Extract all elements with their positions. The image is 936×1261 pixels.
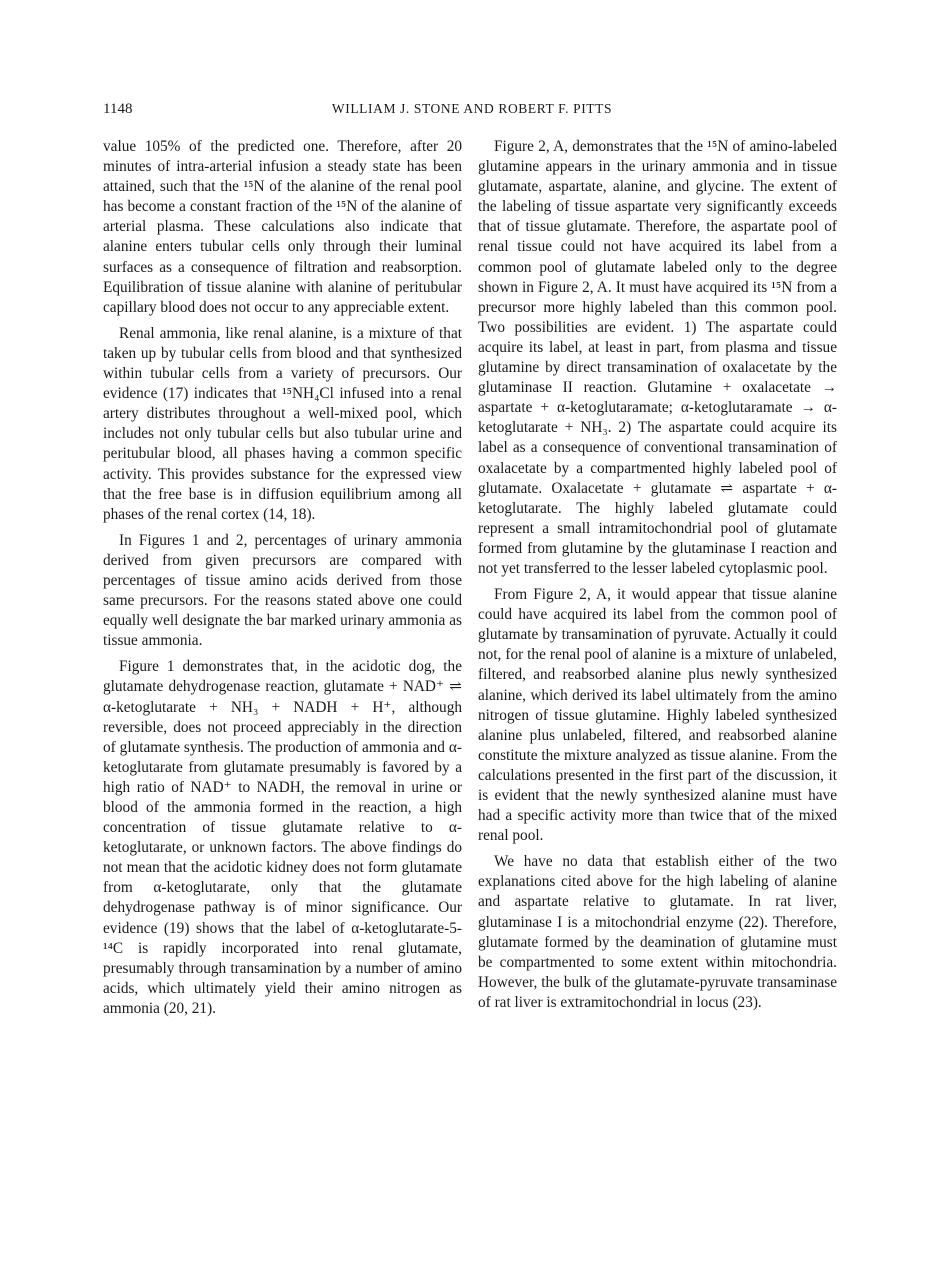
paragraph: value 105% of the predicted one. Therefore, after 20 minutes of intra-arterial infusion a steady state has been attained, such that the ¹⁵N of the alanine of the renal pool has become a constant fraction of the ¹⁵N of the alanine of arterial plasma. These calculations also indicate that alanine enters tubular cells only through their luminal surfaces as a consequence of filtration and reabsorption. Equilibration of tissue alanine with alanine of peritubular capillary blood does not occur to any appreciable extent. (103, 138, 462, 316)
paragraph: We have no data that establish either of the two explanations cited above for the high labeling of alanine and aspartate relative to glutamate. In rat liver, glutaminase I is a mitochondrial enzyme (22). Therefore, glutamate formed by the deamination of glutamine must be compartmented to some extent within mitochondria. However, the bulk of the glutamate-pyruvate transaminase of rat liver is extramitochondrial in locus (23). (478, 853, 837, 1011)
running-head: WILLIAM J. STONE AND ROBERT F. PITTS (331, 101, 613, 116)
left-column (103, 137, 462, 1025)
paragraph: Renal ammonia, like renal alanine, is a mixture of that taken up by tubular cells from blood and that synthesized within tubular cells from a variety of precursors. Our evidence (17) indicates that ¹⁵NH₄Cl infused into a renal artery distributes throughout a well-mixed pool, which includes not only tubular cells but also tubular urine and peritubular blood, all phases having a common specific activity. This provides substance for the expressed view that the free base is in diffusion equilibrium among all phases of the renal cortex (14, 18). (103, 324, 462, 523)
page-number: 1148 (103, 101, 133, 117)
page-header (103, 101, 841, 121)
right-column (478, 137, 837, 1019)
paragraph: From Figure 2, A, it would appear that tissue alanine could have acquired its label from the common pool of glutamate by transamination of pyruvate. Actually it could not, for the renal pool of alanine is a mixture of unlabeled, filtered, and reabsorbed alanine plus newly synthesized alanine, which derived its label ultimately from the amino nitrogen of tissue glutamine. Highly labeled synthesized alanine plus unlabeled, filtered, and reabsorbed alanine constitute the mixture analyzed as tissue alanine. From the calculations presented in the first part of the discussion, it is evident that the newly synthesized alanine must have had a specific activity more than twice that of the mixed renal pool. (478, 586, 837, 845)
paragraph: Figure 1 demonstrates that, in the acidotic dog, the glutamate dehydrogenase reaction, glutamate + NAD⁺ ⇌ α-ketoglutarate + NH₃ + NADH + H⁺, although reversible, does not proceed appreciably in the direction of glutamate synthesis. The production of ammonia and α-ketoglutarate from glutamate presumably is favored by a high ratio of NAD⁺ to NADH, the removal in urine or blood of the ammonia formed in the reaction, a high concentration of tissue glutamate relative to α-ketoglutarate, or unknown factors. The above findings do not mean that the acidotic kidney does not form glutamate from α-ketoglutarate, only that the glutamate dehydrogenase pathway is of minor significance. Our evidence (19) shows that the label of α-ketoglutarate-5-¹⁴C is rapidly incorporated into renal glutamate, presumably through transamination by a number of amino acids, which ultimately yield their amino nitrogen as ammonia (20, 21). (103, 658, 462, 1017)
paragraph: Figure 2, A, demonstrates that the ¹⁵N of amino-labeled glutamine appears in the urinary ammonia and in tissue glutamate, aspartate, alanine, and glycine. The extent of the labeling of tissue aspartate very significantly exceeds that of tissue glutamate. Therefore, the aspartate pool of renal tissue could not have acquired its label from a common pool of glutamate labeled only to the degree shown in Figure 2, A. It must have acquired its ¹⁵N from a precursor more highly labeled than this common pool. Two possibilities are evident. 1) The aspartate could acquire its label, at least in part, from plasma and tissue glutamine by direct transamination of oxalacetate by the glutaminase II reaction. Glutamine + oxalacetate → aspartate + α-ketoglutaramate; α-ketoglutaramate → α-ketoglutarate + NH₃. 2) The aspartate could acquire its label as a consequence of conventional transamination of oxalacetate by a compartmented highly labeled pool of glutamate. Oxalacetate + glutamate ⇌ aspartate + α-ketoglutarate. The highly labeled glutamate could represent a small intramitochondrial pool of glutamate formed from glutamine by the glutaminase I reaction and not yet transferred to the lesser labeled cytoplasmic pool. (478, 138, 837, 577)
paragraph: In Figures 1 and 2, percentages of urinary ammonia derived from given precursors are compared with percentages of tissue amino acids derived from those same precursors. For the reasons stated above one could equally well designate the bar marked urinary ammonia as tissue ammonia. (103, 531, 462, 650)
